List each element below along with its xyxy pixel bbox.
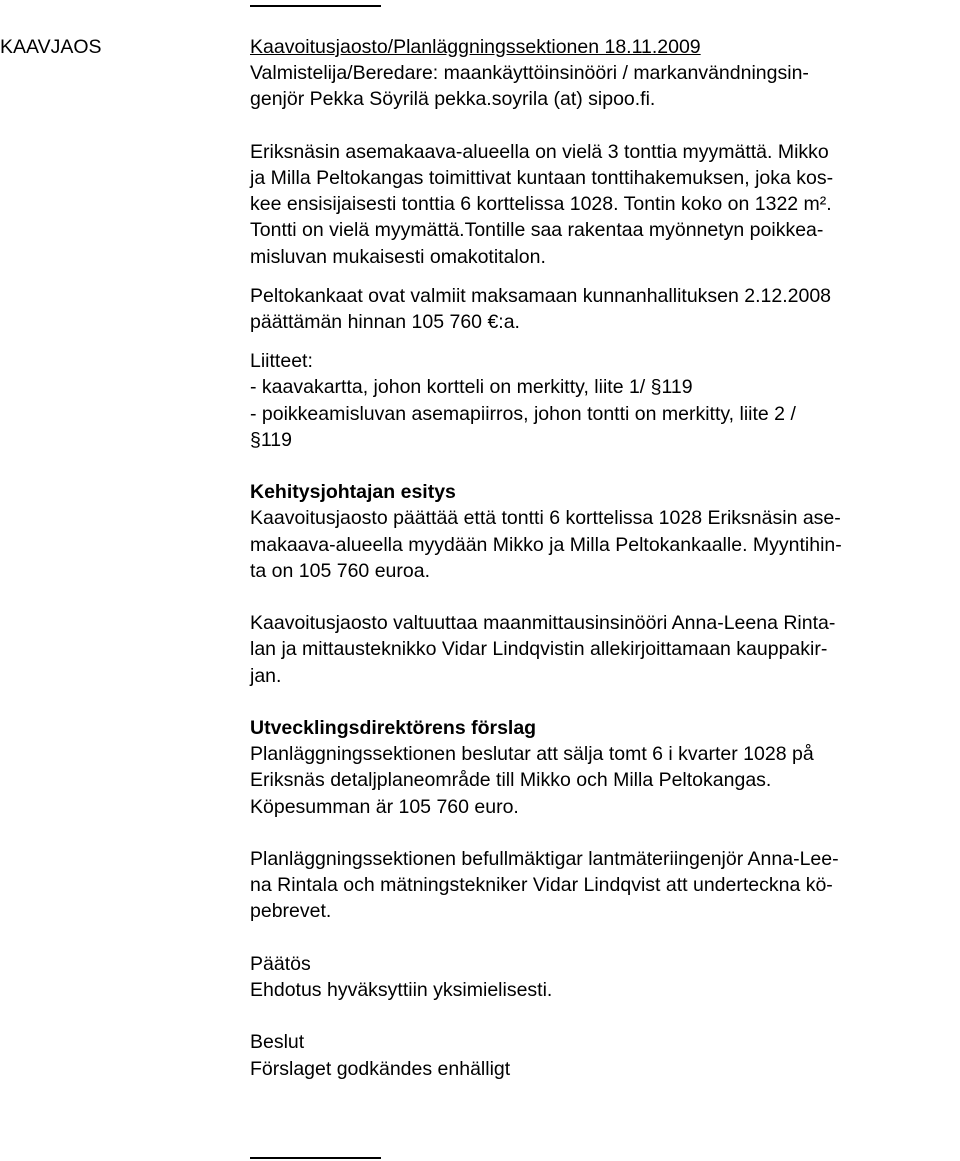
proposal-fi-line: ta on 105 760 euroa.: [250, 559, 430, 582]
authorization-sv-line: Planläggningssektionen befullmäktigar lantmäteriingenjör Anna-Lee-: [250, 848, 839, 871]
payment-paragraph: [250, 283, 955, 335]
attachment-item: §119: [250, 428, 292, 451]
bottom-divider: [250, 1157, 381, 1159]
decision-sv-text: Förslaget godkändes enhälligt: [250, 1057, 511, 1080]
proposal-fi-line: makaava-alueella myydään Mikko ja Milla Peltokankaalle. Myyntihin-: [250, 533, 842, 556]
intro-line: ja Milla Peltokangas toimittivat kuntaan tonttihakemuksen, joka kos-: [250, 167, 834, 189]
proposal-sv-heading: Utvecklingsdirektörens förslag: [250, 717, 537, 740]
authorization-sv-line: na Rintala och mätningstekniker Vidar Lindqvist att underteckna kö-: [250, 874, 833, 897]
proposal-sv-line: Planläggningssektionen beslutar att sälja tomt 6 i kvarter 1028 på: [250, 743, 814, 766]
section-label: KAAVJAOS: [0, 36, 102, 58]
preparer-line-1: Valmistelija/Beredare: maankäyttöinsinööri / markanvändningsin-: [250, 62, 809, 85]
proposal-fi-line: Kaavoitusjaosto päättää että tontti 6 korttelissa 1028 Eriksnäsin ase-: [250, 507, 841, 530]
document-body: [250, 34, 955, 1082]
proposal-fi-paragraph: [250, 479, 955, 584]
decision-fi-text: Ehdotus hyväksyttiin yksimielisesti.: [250, 979, 553, 1002]
proposal-sv-paragraph: [250, 715, 955, 820]
intro-line: Eriksnäsin asemakaava-alueella on vielä 3 tonttia myymättä. Mikko: [250, 140, 829, 163]
authorization-fi-line: lan ja mittausteknikko Vidar Lindqvistin allekirjoittamaan kauppakir-: [250, 638, 828, 661]
attachment-item: - poikkeamisluvan asemapiirros, johon tontti on merkitty, liite 2 /: [250, 402, 796, 425]
payment-line: päättämän hinnan 105 760 €:a.: [250, 311, 520, 334]
intro-line: misluvan mukaisesti omakotitalon.: [250, 245, 546, 268]
attachment-item: - kaavakartta, johon kortteli on merkitty, liite 1/ §119: [250, 376, 693, 399]
meeting-title: Kaavoitusjaosto/Planläggningssektionen 18.11.2009: [250, 36, 701, 58]
preparer-line-2: genjör Pekka Söyrilä pekka.soyrila (at) sipoo.fi.: [250, 88, 656, 111]
authorization-fi-line: jan.: [250, 664, 282, 687]
authorization-sv-paragraph: [250, 846, 955, 925]
authorization-sv-line: pebrevet.: [250, 900, 332, 923]
decision-fi-paragraph: [250, 951, 955, 1003]
proposal-sv-line: Köpesumman är 105 760 euro.: [250, 795, 519, 818]
top-divider: [250, 5, 381, 7]
payment-line: Peltokankaat ovat valmiit maksamaan kunnanhallituksen 2.12.2008: [250, 284, 832, 307]
authorization-fi-line: Kaavoitusjaosto valtuuttaa maanmittausinsinööri Anna-Leena Rinta-: [250, 612, 836, 635]
decision-fi-heading: Päätös: [250, 952, 311, 975]
intro-line: Tontti on vielä myymättä.Tontille saa rakentaa myönnetyn poikkea-: [250, 219, 824, 242]
meeting-header: [250, 34, 955, 113]
authorization-fi-paragraph: [250, 610, 955, 689]
proposal-fi-heading: Kehitysjohtajan esitys: [250, 481, 456, 504]
attachments-heading: Liitteet:: [250, 350, 313, 373]
attachments-paragraph: [250, 348, 955, 453]
decision-sv-heading: Beslut: [250, 1031, 305, 1054]
proposal-sv-line: Eriksnäs detaljplaneområde till Mikko och Milla Peltokangas.: [250, 769, 772, 792]
intro-line: kee ensisijaisesti tonttia 6 korttelissa 1028. Tontin koko on 1322 m².: [250, 193, 832, 216]
decision-sv-paragraph: [250, 1029, 955, 1081]
intro-paragraph: [250, 139, 955, 270]
